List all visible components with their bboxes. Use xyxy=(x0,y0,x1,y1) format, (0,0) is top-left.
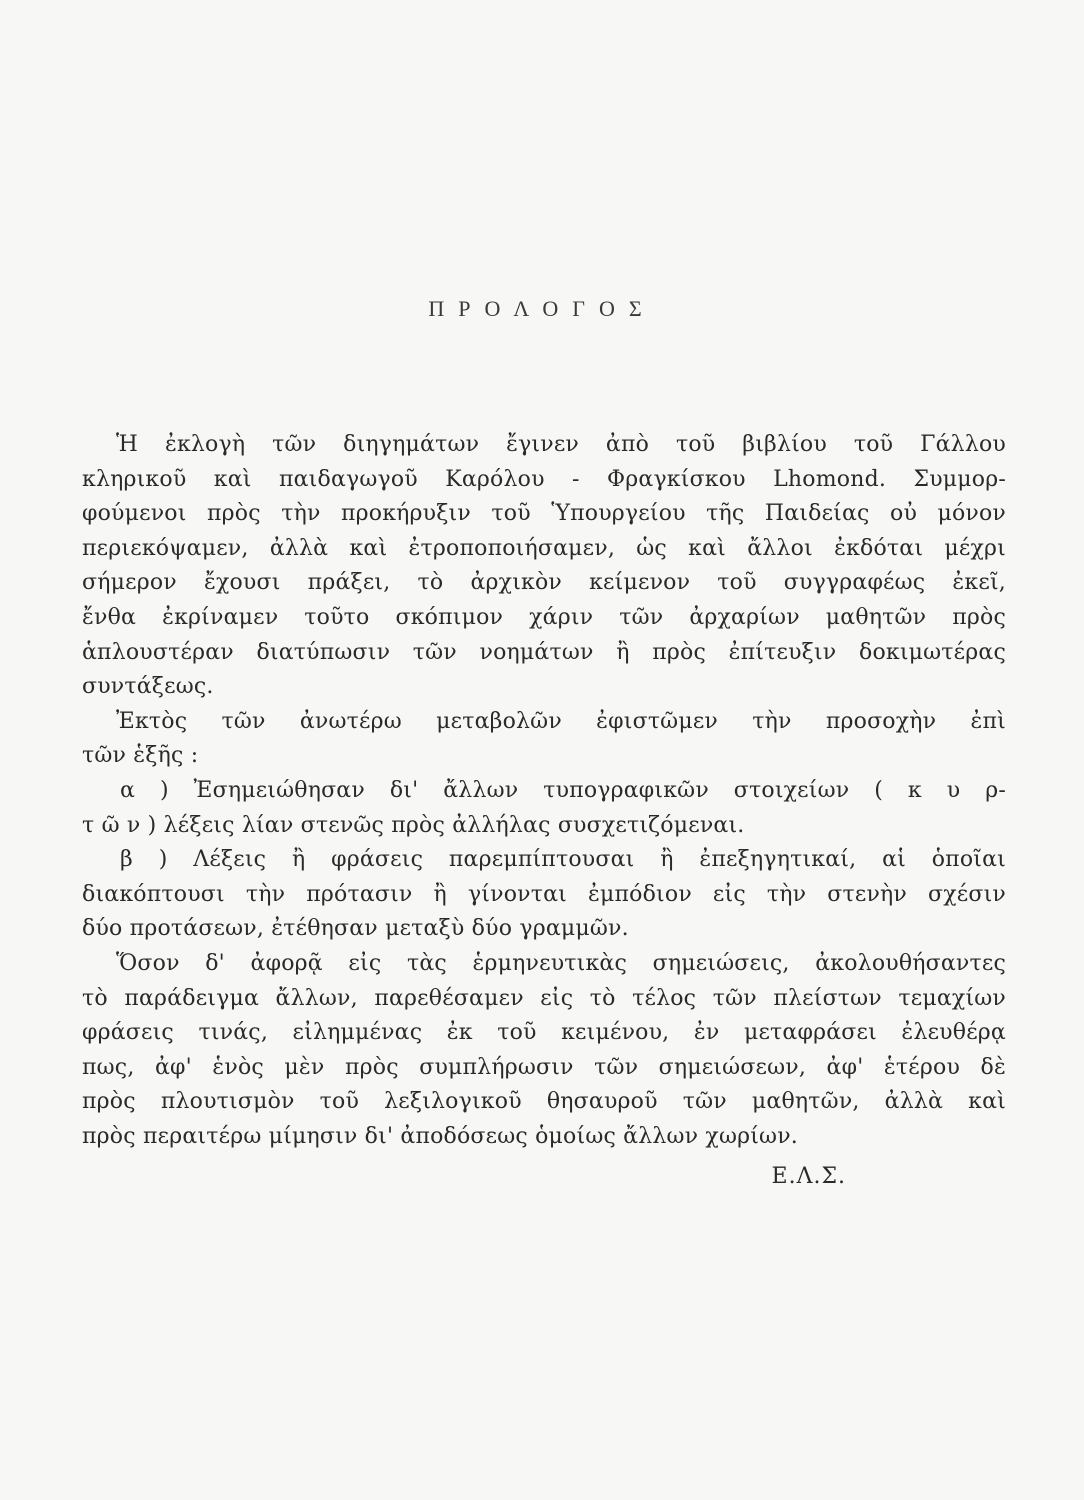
text-line: τῶν ἑξῆς : xyxy=(82,743,199,769)
text-line: α ) Ἐσημειώθησαν δι' ἄλλων τυπογραφικῶν στοιχείων ( κ υ ρ- xyxy=(120,777,1006,803)
text-line: πως, ἀφ' ἑνὸς μὲν πρὸς συμπλήρωσιν τῶν σημειώσεων, ἀφ' ἑτέρου δὲ xyxy=(82,1054,1006,1080)
author-initials: Ε.Λ.Σ. xyxy=(771,1164,846,1189)
text-line: β ) Λέξεις ἢ φράσεις παρεμπίπτουσαι ἢ ἐπεξηγητικαί, αἱ ὁποῖαι xyxy=(120,847,1006,873)
text-line: φούμενοι πρὸς τὴν προκήρυξιν τοῦ Ὑπουργείου τῆς Παιδείας οὐ μόνον xyxy=(82,501,1006,527)
text-line: συντάξεως. xyxy=(82,674,214,700)
text-line: Ὅσον δ' ἀφορᾷ εἰς τὰς ἑρμηνευτικὰς σημειώσεις, ἀκολουθήσαντες xyxy=(116,950,1006,976)
preface-body xyxy=(82,428,1006,1154)
text-line: σήμερον ἔχουσι πράξει, τὸ ἀρχικὸν κείμενον τοῦ συγγραφέως ἐκεῖ, xyxy=(82,570,1006,596)
page-title: ΠΡΟΛΟΓΟΣ xyxy=(428,296,656,321)
text-line: Ἐκτὸς τῶν ἀνωτέρω μεταβολῶν ἐφιστῶμεν τὴν προσοχὴν ἐπὶ xyxy=(116,708,1006,734)
text-line: φράσεις τινάς, εἰλημμένας ἐκ τοῦ κειμένου, ἐν μεταφράσει ἐλευθέρᾳ xyxy=(82,1020,1006,1046)
text-line: πρὸς πλουτισμὸν τοῦ λεξιλογικοῦ θησαυροῦ τῶν μαθητῶν, ἀλλὰ καὶ xyxy=(82,1089,1006,1115)
text-line: διακόπτουσι τὴν πρότασιν ἢ γίνονται ἐμπόδιον εἰς τὴν στενὴν σχέσιν xyxy=(82,881,1006,907)
text-line: πρὸς περαιτέρω μίμησιν δι' ἀποδόσεως ὁμοίως ἄλλων χωρίων. xyxy=(82,1123,798,1149)
text-line: Ἡ ἐκλογὴ τῶν διηγημάτων ἔγινεν ἀπὸ τοῦ βιβλίου τοῦ Γάλλου xyxy=(116,432,1006,457)
text-line: δύο προτάσεων, ἐτέθησαν μεταξὺ δύο γραμμῶν. xyxy=(82,916,629,942)
text-line: περιεκόψαμεν, ἀλλὰ καὶ ἐτροποποιήσαμεν, ὡς καὶ ἄλλοι ἐκδόται μέχρι xyxy=(82,535,1006,561)
text-line: τὸ παράδειγμα ἄλλων, παρεθέσαμεν εἰς τὸ τέλος τῶν πλείστων τεμαχίων xyxy=(82,985,1006,1011)
text-line: τ ῶ ν ) λέξεις λίαν στενῶς πρὸς ἀλλήλας συσχετιζόμεναι. xyxy=(82,812,745,838)
text-line: ἁπλουστέραν διατύπωσιν τῶν νοημάτων ἢ πρὸς ἐπίτευξιν δοκιμωτέρας xyxy=(82,639,1006,665)
text-line: κληρικοῦ καὶ παιδαγωγοῦ Καρόλου - Φραγκίσκου Lhomond. Συμμορ- xyxy=(82,466,1006,492)
text-line: ἔνθα ἐκρίναμεν τοῦτο σκόπιμον χάριν τῶν ἀρχαρίων μαθητῶν πρὸς xyxy=(82,604,1006,630)
